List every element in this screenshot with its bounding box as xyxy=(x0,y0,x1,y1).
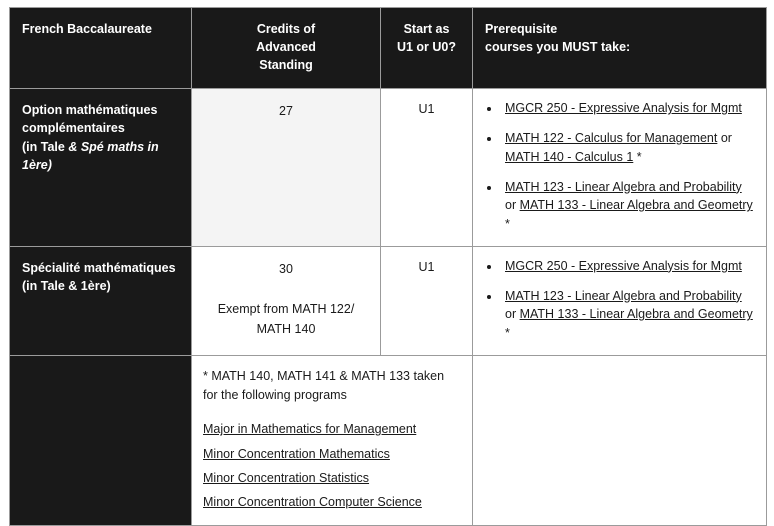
program-link-minor-statistics[interactable]: Minor Concentration Statistics xyxy=(203,471,370,485)
row1-credits-cell xyxy=(192,89,381,247)
row2-prereq-list xyxy=(483,257,756,343)
row2-label-line2: (in Tale & 1ère) xyxy=(22,278,111,293)
row1-label-line2: complémentaires xyxy=(22,121,125,136)
row2-credits-note-line1: Exempt from MATH 122/ xyxy=(217,302,355,317)
header-cell-credits xyxy=(192,8,381,89)
course-link-math133[interactable]: MATH 133 - Linear Algebra and Geometry xyxy=(519,307,753,322)
course-link-math122[interactable]: MATH 122 - Calculus for Management xyxy=(505,131,718,145)
table-header-row xyxy=(10,8,767,89)
header-cell-start xyxy=(381,8,473,89)
table-row xyxy=(10,246,767,355)
row1-prereq3-tail: or xyxy=(505,198,520,213)
row2-credits-note xyxy=(202,299,370,339)
footnote-label-cell xyxy=(10,355,192,525)
program-link-minor-computer-science[interactable]: Minor Concentration Computer Science xyxy=(203,495,422,510)
list-item xyxy=(501,129,756,167)
row2-label-line1: Spécialité mathématiques xyxy=(22,260,176,275)
list-item xyxy=(501,99,756,118)
row1-label-line3-plain: (in Tale xyxy=(22,139,69,154)
row2-prereq-cell xyxy=(473,246,767,355)
row1-prereq-cell xyxy=(473,89,767,247)
advanced-standing-table xyxy=(9,7,767,526)
footnote-text-cell xyxy=(192,355,473,525)
row1-prereq-list-wrap xyxy=(473,89,766,246)
course-link-math123[interactable]: MATH 123 - Linear Algebra and Probability xyxy=(505,179,742,194)
header-prereq-line2: courses you MUST take: xyxy=(485,39,631,54)
program-link-minor-mathematics[interactable]: Minor Concentration Mathematics xyxy=(203,446,390,461)
footnote-program-links xyxy=(203,420,460,513)
row1-start-value: U1 xyxy=(418,102,435,117)
header-cell-baccalaureate xyxy=(10,8,192,89)
row2-prereq2-tail2: * xyxy=(505,326,510,340)
header-label-prerequisite xyxy=(473,8,766,71)
program-link-major-math-management[interactable]: Major in Mathematics for Management xyxy=(203,422,417,437)
row1-credits xyxy=(192,89,380,131)
header-label-start xyxy=(381,8,472,71)
row1-label-line4: 1ère) xyxy=(22,157,52,172)
row2-credits-note-line2: MATH 140 xyxy=(256,322,316,337)
course-link-mgcr250[interactable]: MGCR 250 - Expressive Analysis for Mgmt xyxy=(505,101,742,116)
footnote-line1: * MATH 140, MATH 141 & MATH 133 taken xyxy=(203,368,445,383)
row2-prereq-list-wrap xyxy=(473,247,766,355)
list-item xyxy=(501,287,756,343)
row1-prereq3-tail2: * xyxy=(505,217,510,231)
table-row xyxy=(10,89,767,247)
row1-label-cell xyxy=(10,89,192,247)
row1-prereq2-tail: or xyxy=(717,131,732,145)
row1-credits-value: 27 xyxy=(279,104,293,119)
list-item xyxy=(501,257,756,276)
footnote-line2: for the following programs xyxy=(203,387,347,402)
list-item xyxy=(501,178,756,234)
course-link-mgcr250[interactable]: MGCR 250 - Expressive Analysis for Mgmt xyxy=(505,258,742,273)
row1-start-cell xyxy=(381,89,473,247)
row1-label xyxy=(10,89,191,188)
footnote-empty-label xyxy=(10,356,191,501)
table-footnote-row xyxy=(10,355,767,525)
row1-label-line3 xyxy=(22,138,181,156)
course-link-math140[interactable]: MATH 140 - Calculus 1 xyxy=(505,149,634,164)
row2-prereq2-tail: or xyxy=(505,307,520,322)
row2-credits-value: 30 xyxy=(279,261,293,276)
row1-label-line1: Option mathématiques xyxy=(22,103,158,118)
header-credits-line3: Standing xyxy=(259,57,313,72)
header-label-credits xyxy=(192,8,380,88)
footnote-heading xyxy=(203,367,460,405)
header-credits-line2: Advanced xyxy=(256,39,316,54)
row2-start-cell xyxy=(381,246,473,355)
course-link-math133[interactable]: MATH 133 - Linear Algebra and Geometry xyxy=(519,198,753,213)
row2-credits xyxy=(192,247,380,349)
header-start-line1: Start as xyxy=(403,22,450,36)
header-credits-line1: Credits of xyxy=(256,22,316,36)
row2-label-cell xyxy=(10,246,192,355)
row1-prereq-list xyxy=(483,99,756,234)
header-label-baccalaureate: French Baccalaureate xyxy=(22,22,152,36)
footnote-content xyxy=(192,356,472,525)
header-start-line2: U1 or U0? xyxy=(396,39,457,54)
header-prereq-line1: Prerequisite xyxy=(485,22,558,36)
header-cell-prerequisite xyxy=(473,8,767,89)
row1-label-line3-italic: & Spé maths in xyxy=(68,139,159,154)
row2-label xyxy=(10,247,191,309)
footnote-empty-cell xyxy=(473,355,767,525)
course-link-math123[interactable]: MATH 123 - Linear Algebra and Probability xyxy=(505,288,742,303)
row2-start-value: U1 xyxy=(418,259,435,274)
row1-prereq2-tail2: * xyxy=(633,149,642,164)
row2-credits-cell xyxy=(192,246,381,355)
